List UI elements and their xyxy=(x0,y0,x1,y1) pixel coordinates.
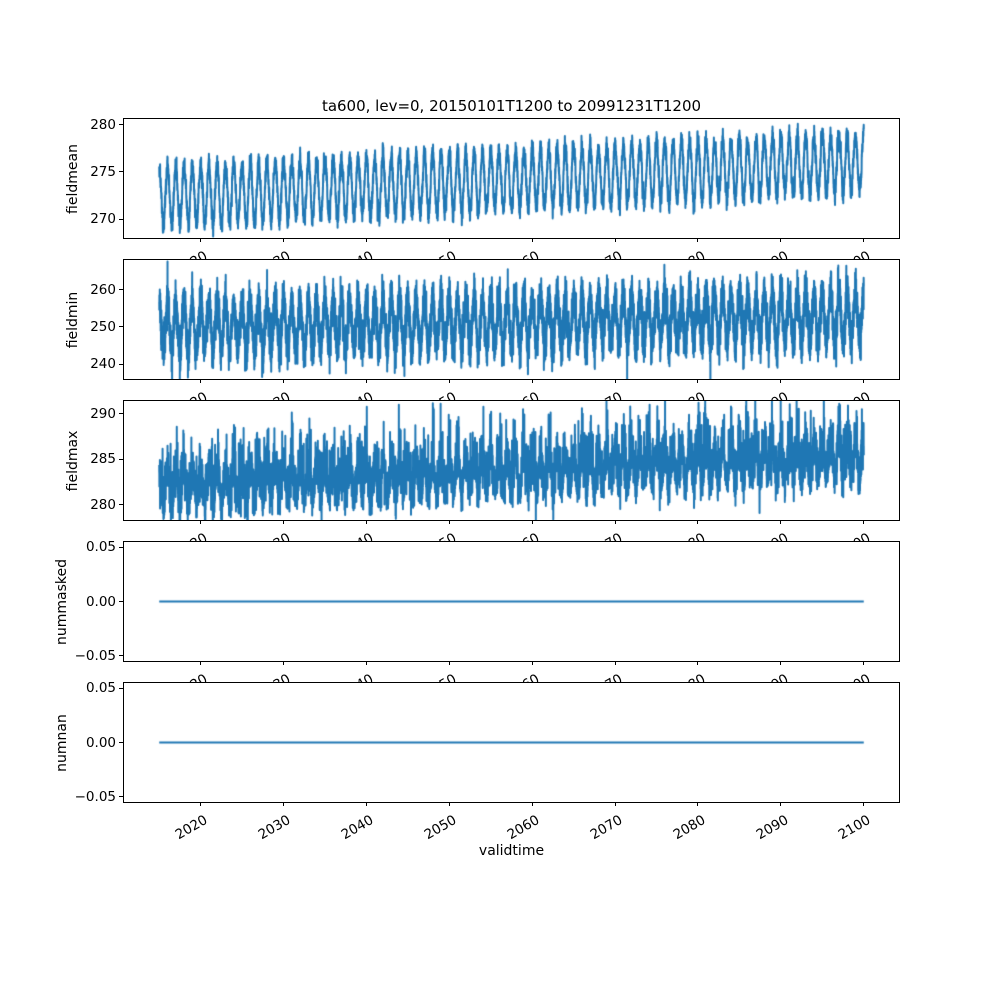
y-tick-label: 285 xyxy=(90,451,116,468)
y-tick-mark xyxy=(119,124,123,125)
x-tick-label: 2090 xyxy=(753,812,791,844)
y-tick-mark xyxy=(119,219,123,220)
y-tick-mark xyxy=(119,601,123,602)
x-tick-mark xyxy=(780,520,781,524)
x-tick-mark xyxy=(532,520,533,524)
y-tick-label: 270 xyxy=(90,211,116,228)
x-tick-mark xyxy=(780,238,781,242)
x-tick-mark xyxy=(532,379,533,383)
series-line-nummasked xyxy=(124,542,899,661)
x-tick-mark xyxy=(366,661,367,665)
y-tick-mark xyxy=(119,413,123,414)
y-tick-label: 260 xyxy=(90,281,116,298)
subplot-nummasked xyxy=(54,539,900,664)
x-tick-label: 2080 xyxy=(670,812,708,844)
x-tick-mark xyxy=(200,520,201,524)
y-tick-mark xyxy=(119,289,123,290)
x-tick-mark xyxy=(697,520,698,524)
x-tick-mark xyxy=(283,238,284,242)
x-tick-mark xyxy=(449,802,450,806)
y-tick-label: 0.00 xyxy=(85,593,116,610)
x-axis-label: validtime xyxy=(478,843,545,859)
x-tick-mark xyxy=(532,238,533,242)
x-tick-mark xyxy=(366,379,367,383)
y-tick-mark xyxy=(119,326,123,327)
x-tick-mark xyxy=(200,379,201,383)
x-tick-mark xyxy=(366,238,367,242)
x-tick-label: 2060 xyxy=(504,812,543,844)
x-tick-mark xyxy=(780,379,781,383)
y-tick-label: −0.05 xyxy=(74,788,116,805)
x-tick-mark xyxy=(615,379,616,383)
series-line-fieldmin xyxy=(124,260,899,379)
y-axis-label-fieldmax: fieldmax xyxy=(65,430,81,491)
x-tick-mark xyxy=(200,238,201,242)
y-tick-mark xyxy=(119,364,123,365)
y-tick-label: 250 xyxy=(90,318,116,335)
y-axis-label-fieldmin: fieldmin xyxy=(65,291,81,348)
x-tick-mark xyxy=(863,520,864,524)
x-tick-mark xyxy=(283,802,284,806)
y-tick-label: 290 xyxy=(90,405,116,422)
y-axis-label-numnan: numnan xyxy=(54,713,70,772)
x-tick-mark xyxy=(532,802,533,806)
y-tick-label: 280 xyxy=(90,496,116,513)
x-tick-mark xyxy=(615,238,616,242)
y-tick-mark xyxy=(119,459,123,460)
x-tick-mark xyxy=(615,802,616,806)
y-tick-label: 275 xyxy=(90,163,116,180)
x-tick-mark xyxy=(615,661,616,665)
y-tick-mark xyxy=(119,171,123,172)
x-tick-mark xyxy=(449,661,450,665)
x-tick-mark xyxy=(697,802,698,806)
x-tick-mark xyxy=(449,238,450,242)
x-tick-label: 2100 xyxy=(836,812,874,844)
y-tick-mark xyxy=(119,796,123,797)
x-tick-label: 2070 xyxy=(587,812,626,844)
y-axis-label-nummasked: nummasked xyxy=(54,558,70,645)
y-tick-label: 0.05 xyxy=(85,539,116,556)
x-tick-mark xyxy=(863,661,864,665)
x-tick-mark xyxy=(366,520,367,524)
series-line-fieldmean xyxy=(124,119,899,238)
x-tick-mark xyxy=(283,520,284,524)
series-line-numnan xyxy=(124,683,899,802)
subplot-numnan xyxy=(54,680,900,844)
y-tick-mark xyxy=(119,742,123,743)
y-tick-mark xyxy=(119,655,123,656)
x-tick-label: 2030 xyxy=(255,812,294,844)
x-tick-mark xyxy=(697,661,698,665)
y-axis-label-fieldmean: fieldmean xyxy=(65,143,81,214)
y-tick-label: 0.00 xyxy=(85,734,116,751)
x-tick-mark xyxy=(863,379,864,383)
x-tick-mark xyxy=(449,520,450,524)
series-line-fieldmax xyxy=(124,401,899,520)
y-tick-mark xyxy=(119,547,123,548)
x-tick-mark xyxy=(283,661,284,665)
x-tick-label: 2050 xyxy=(421,812,460,844)
x-tick-mark xyxy=(200,661,201,665)
x-tick-label: 2040 xyxy=(338,812,377,844)
y-tick-label: 280 xyxy=(90,116,116,133)
x-tick-mark xyxy=(780,661,781,665)
x-tick-mark xyxy=(366,802,367,806)
x-tick-mark xyxy=(532,661,533,665)
y-tick-label: 0.05 xyxy=(85,680,116,697)
y-tick-label: −0.05 xyxy=(74,647,116,664)
x-tick-mark xyxy=(200,802,201,806)
subplot-fieldmax xyxy=(65,400,900,521)
x-tick-mark xyxy=(615,520,616,524)
x-tick-mark xyxy=(283,379,284,383)
y-tick-mark xyxy=(119,504,123,505)
x-tick-mark xyxy=(780,802,781,806)
x-tick-mark xyxy=(863,238,864,242)
x-tick-label: 2020 xyxy=(172,812,211,844)
x-tick-mark xyxy=(697,379,698,383)
subplot-fieldmin xyxy=(65,259,900,380)
y-tick-label: 240 xyxy=(90,356,116,373)
x-tick-mark xyxy=(697,238,698,242)
y-tick-mark xyxy=(119,688,123,689)
figure-title: ta600, lev=0, 20150101T1200 to 20991231T1200 xyxy=(321,97,702,115)
x-tick-mark xyxy=(863,802,864,806)
x-tick-mark xyxy=(449,379,450,383)
subplot-fieldmean xyxy=(65,116,900,239)
